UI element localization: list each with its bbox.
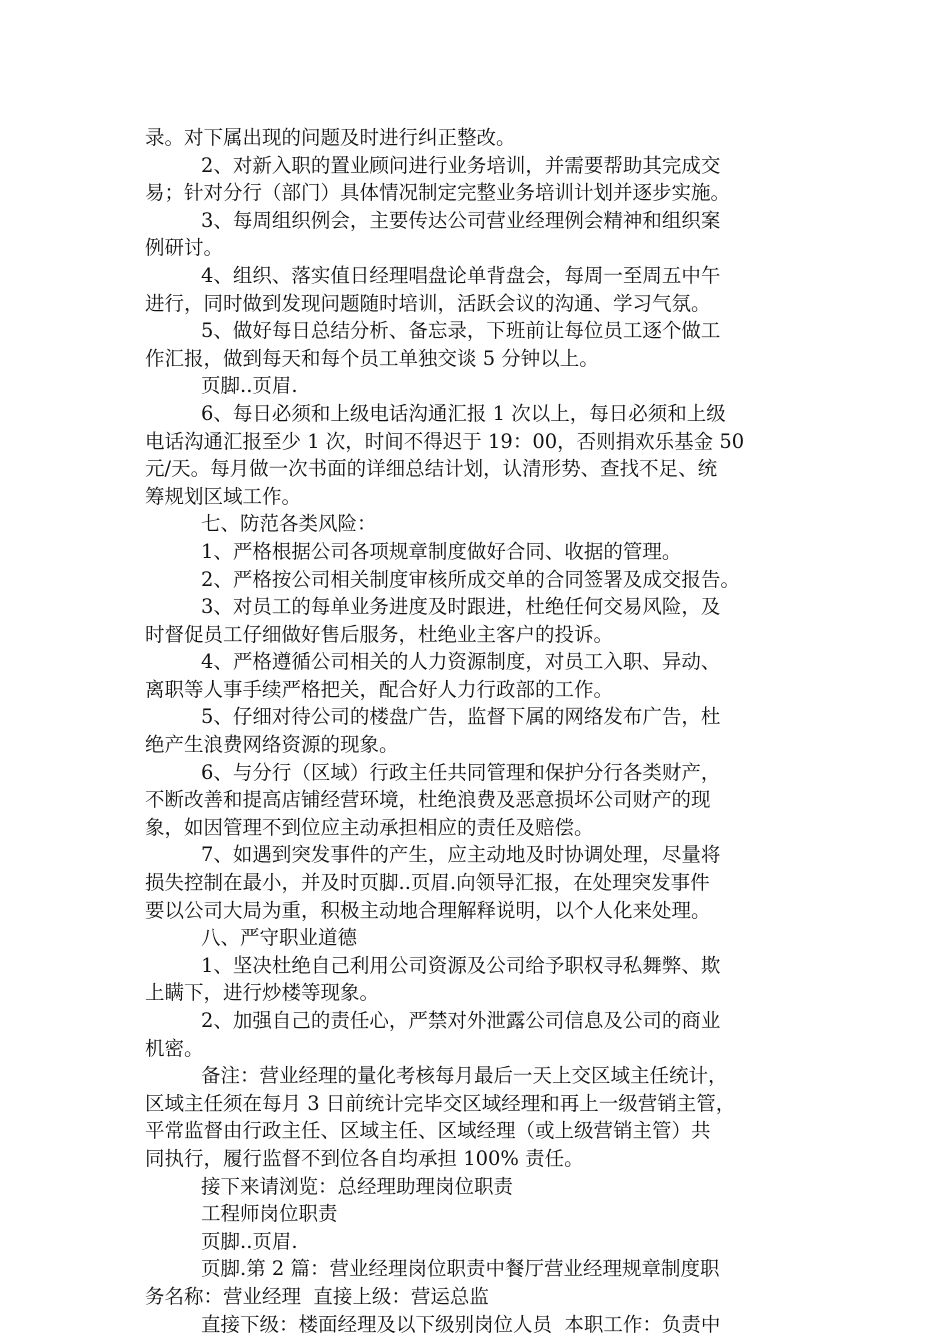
text-line: 作汇报，做到每天和每个员工单独交谈 5 分钟以上。	[145, 346, 599, 370]
text-line: 5、做好每日总结分析、备忘录，下班前让每位员工逐个做工	[201, 319, 721, 343]
text-line: 例研讨。	[145, 236, 224, 260]
text-line: 2、加强自己的责任心，严禁对外泄露公司信息及公司的商业	[201, 1009, 721, 1032]
text-line: 电话沟通汇报至少 1 次，时间不得迟于 19：00，否则捐欢乐基金 50	[145, 429, 745, 453]
text-line: 3、每周组织例会，主要传达公司营业经理例会精神和组织案	[201, 208, 721, 232]
text-line: 象，如因管理不到位应主动承担相应的责任及赔偿。	[145, 815, 594, 839]
text-line: 筹规划区域工作。	[145, 484, 302, 508]
text-line: 要以公司大局为重，积极主动地合理解释说明，以个人化来处理。	[145, 898, 711, 922]
text-line: 务名称：营业经理 直接上级：营运总监	[145, 1284, 489, 1308]
text-line: 平常监督由行政主任、区域主任、区域经理（或上级营销主管）共	[145, 1119, 711, 1143]
text-line: 页脚..页眉.	[201, 1229, 298, 1253]
text-line: 绝产生浪费网络资源的现象。	[145, 733, 399, 757]
text-line: 直接下级：楼面经理及以下级别岗位人员 本职工作：负责中	[201, 1312, 721, 1336]
text-line: 同执行，履行监督不到位各自均承担 100% 责任。	[145, 1146, 584, 1170]
text-line: 页脚.第 2 篇：营业经理岗位职责中餐厅营业经理规章制度职	[201, 1257, 720, 1281]
text-line: 备注：营业经理的量化考核每月最后一天上交区域主任统计，	[201, 1064, 728, 1088]
text-line: 4、严格遵循公司相关的人力资源制度，对员工入职、异动、	[201, 650, 721, 674]
text-line: 区域主任须在每月 3 日前统计完毕交区域经理和再上一级营销主管，	[145, 1091, 736, 1115]
text-line: 7、如遇到突发事件的产生，应主动地及时协调处理，尽量将	[201, 843, 721, 867]
text-line: 上瞒下，进行炒楼等现象。	[145, 981, 380, 1005]
text-line: 易；针对分行（部门）具体情况制定完整业务培训计划并逐步实施。	[145, 181, 731, 205]
text-line: 机密。	[145, 1036, 204, 1060]
text-line: 时督促员工仔细做好售后服务，杜绝业主客户的投诉。	[145, 622, 614, 646]
text-line: 6、与分行（区域）行政主任共同管理和保护分行各类财产，	[201, 760, 721, 784]
text-line: 录。对下属出现的问题及时进行纠正整改。	[145, 126, 516, 149]
text-line: 接下来请浏览：总经理助理岗位职责	[201, 1174, 514, 1198]
text-line: 页脚..页眉.	[201, 374, 298, 398]
text-line: 1、坚决杜绝自己利用公司资源及公司给予职权寻私舞弊、欺	[201, 953, 721, 977]
text-line: 离职等人事手续严格把关，配合好人力行政部的工作。	[145, 677, 614, 701]
text-line: 不断改善和提高店铺经营环境，杜绝浪费及恶意损坏公司财产的现	[145, 788, 711, 812]
text-line: 1、严格根据公司各项规章制度做好合同、收据的管理。	[201, 539, 682, 563]
text-line: 八、严守职业道德	[201, 926, 358, 950]
text-line: 3、对员工的每单业务进度及时跟进，杜绝任何交易风险，及	[201, 595, 721, 619]
text-line: 6、每日必须和上级电话沟通汇报 1 次以上，每日必须和上级	[201, 401, 726, 425]
text-line: 2、对新入职的置业顾问进行业务培训，并需要帮助其完成交	[201, 153, 721, 177]
document-body	[145, 124, 815, 1338]
text-line: 进行，同时做到发现问题随时培训，活跃会议的沟通、学习气氛。	[145, 291, 711, 315]
text-line: 元/天。每月做一次书面的详细总结计划，认清形势、查找不足、统	[145, 457, 718, 481]
text-line: 5、仔细对待公司的楼盘广告，监督下属的网络发布广告，杜	[201, 705, 721, 729]
text-line: 2、严格按公司相关制度审核所成交单的合同签署及成交报告。	[201, 567, 740, 591]
text-line: 七、防范各类风险：	[201, 512, 377, 536]
text-line: 损失控制在最小，并及时页脚..页眉.向领导汇报，在处理突发事件	[145, 871, 710, 895]
text-line: 4、组织、落实值日经理唱盘论单背盘会，每周一至周五中午	[201, 263, 721, 287]
text-line: 工程师岗位职责	[201, 1202, 338, 1226]
